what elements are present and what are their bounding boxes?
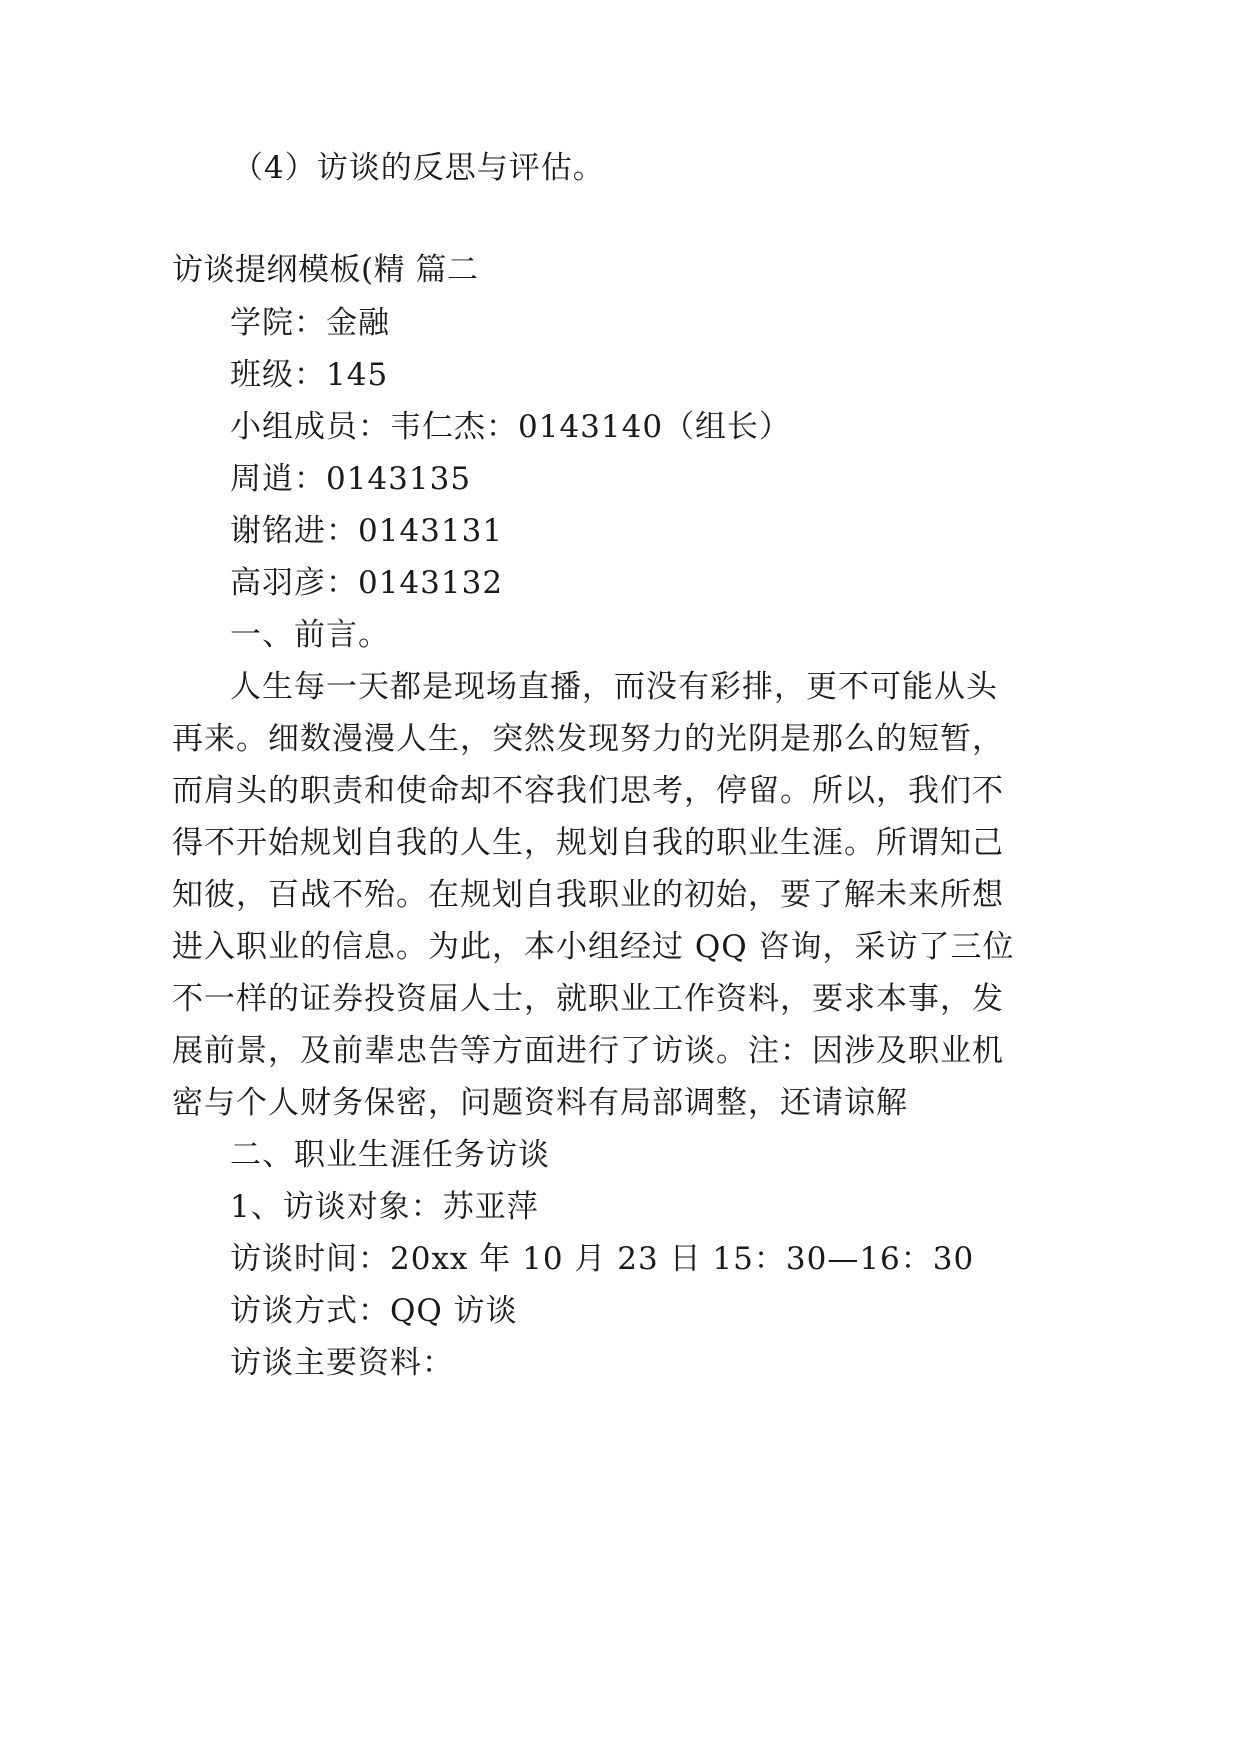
paragraph-line: 进入职业的信息。为此，本小组经过 QQ 咨询，采访了三位: [172, 929, 1015, 965]
interview-time-line: 访谈时间：20xx 年 10 月 23 日 15：30—16：30: [230, 1241, 975, 1277]
member-line: 周逍：0143135: [230, 461, 472, 497]
paragraph-line: 不一样的证券投资届人士，就职业工作资料，要求本事，发: [172, 981, 1004, 1017]
interview-method-line: 访谈方式：QQ 访谈: [230, 1293, 518, 1329]
interview-content-line: 访谈主要资料：: [230, 1345, 454, 1381]
college-line: 学院：金融: [230, 305, 390, 341]
paragraph-line: 密与个人财务保密，问题资料有局部调整，还请谅解: [172, 1085, 908, 1121]
paragraph-line: 再来。细数漫漫人生，突然发现努力的光阴是那么的短暂，: [172, 721, 1004, 757]
paragraph-line: 而肩头的职责和使命却不容我们思考，停留。所以，我们不: [172, 773, 1004, 809]
paragraph-line: 展前景，及前辈忠告等方面进行了访谈。注：因涉及职业机: [172, 1033, 1004, 1069]
interviewee-line: 1、访谈对象：苏亚萍: [230, 1189, 539, 1225]
section-title: 访谈提纲模板(精 篇二: [172, 252, 479, 288]
paragraph-line: 知彼，百战不殆。在规划自我职业的初始，要了解未来所想: [172, 877, 1004, 913]
member-line: 高羽彦：0143132: [230, 565, 504, 601]
paragraph-line: 人生每一天都是现场直播，而没有彩排，更不可能从头: [230, 669, 998, 705]
list-item-4: （4）访谈的反思与评估。: [232, 150, 605, 186]
members-line: 小组成员：韦仁杰：0143140（组长）: [230, 409, 792, 445]
preface-heading: 一、前言。: [230, 617, 390, 653]
member-line: 谢铭进：0143131: [230, 513, 504, 549]
section-2-heading: 二、职业生涯任务访谈: [230, 1137, 550, 1173]
class-line: 班级：145: [230, 357, 389, 393]
paragraph-line: 得不开始规划自我的人生，规划自我的职业生涯。所谓知己: [172, 825, 1004, 861]
